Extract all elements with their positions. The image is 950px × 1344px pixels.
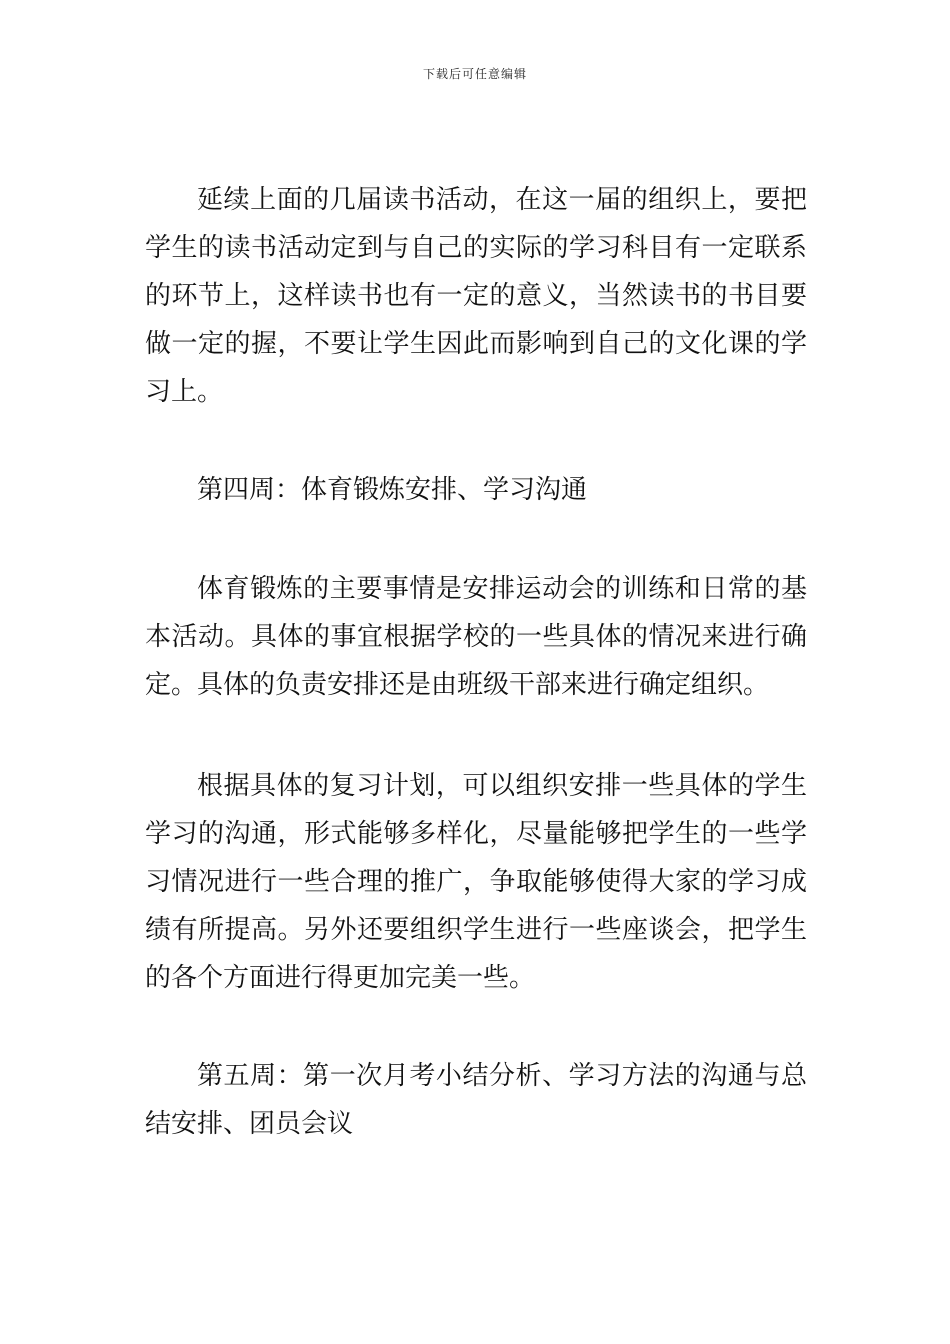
paragraph-physical-exercise: 体育锻炼的主要事情是安排运动会的训练和日常的基本活动。具体的事宜根据学校的一些具体的情况来进行确定。具体的负责安排还是由班级干部来进行确定组织。 <box>145 574 807 700</box>
document-body <box>145 176 807 1148</box>
heading-week-five: 第五周：第一次月考小结分析、学习方法的沟通与总结安排、团员会议 <box>145 1061 807 1139</box>
heading-week-four: 第四周：体育锻炼安排、学习沟通 <box>197 475 588 505</box>
paragraph-review-plan: 根据具体的复习计划，可以组织安排一些具体的学生学习的沟通，形式能够多样化，尽量能够把学生的一些学习情况进行一些合理的推广，争取能够使得大家的学习成绩有所提高。另外还要组织学生进行一些座谈会，把学生的各个方面进行得更加完美一些。 <box>145 771 807 993</box>
paragraph-spacer <box>145 416 807 466</box>
paragraph-spacer <box>145 709 807 762</box>
header-note: 下载后可任意编辑 <box>422 67 527 81</box>
paragraph-reading-activity: 延续上面的几届读书活动，在这一届的组织上，要把学生的读书活动定到与自己的实际的学习科目有一定联系的环节上，这样读书也有一定的意义，当然读书的书目要做一定的握，不要让学生因此而影响到自己的文化课的学习上。 <box>145 185 807 407</box>
paragraph-spacer <box>145 1002 807 1052</box>
paragraph-spacer <box>145 514 807 565</box>
